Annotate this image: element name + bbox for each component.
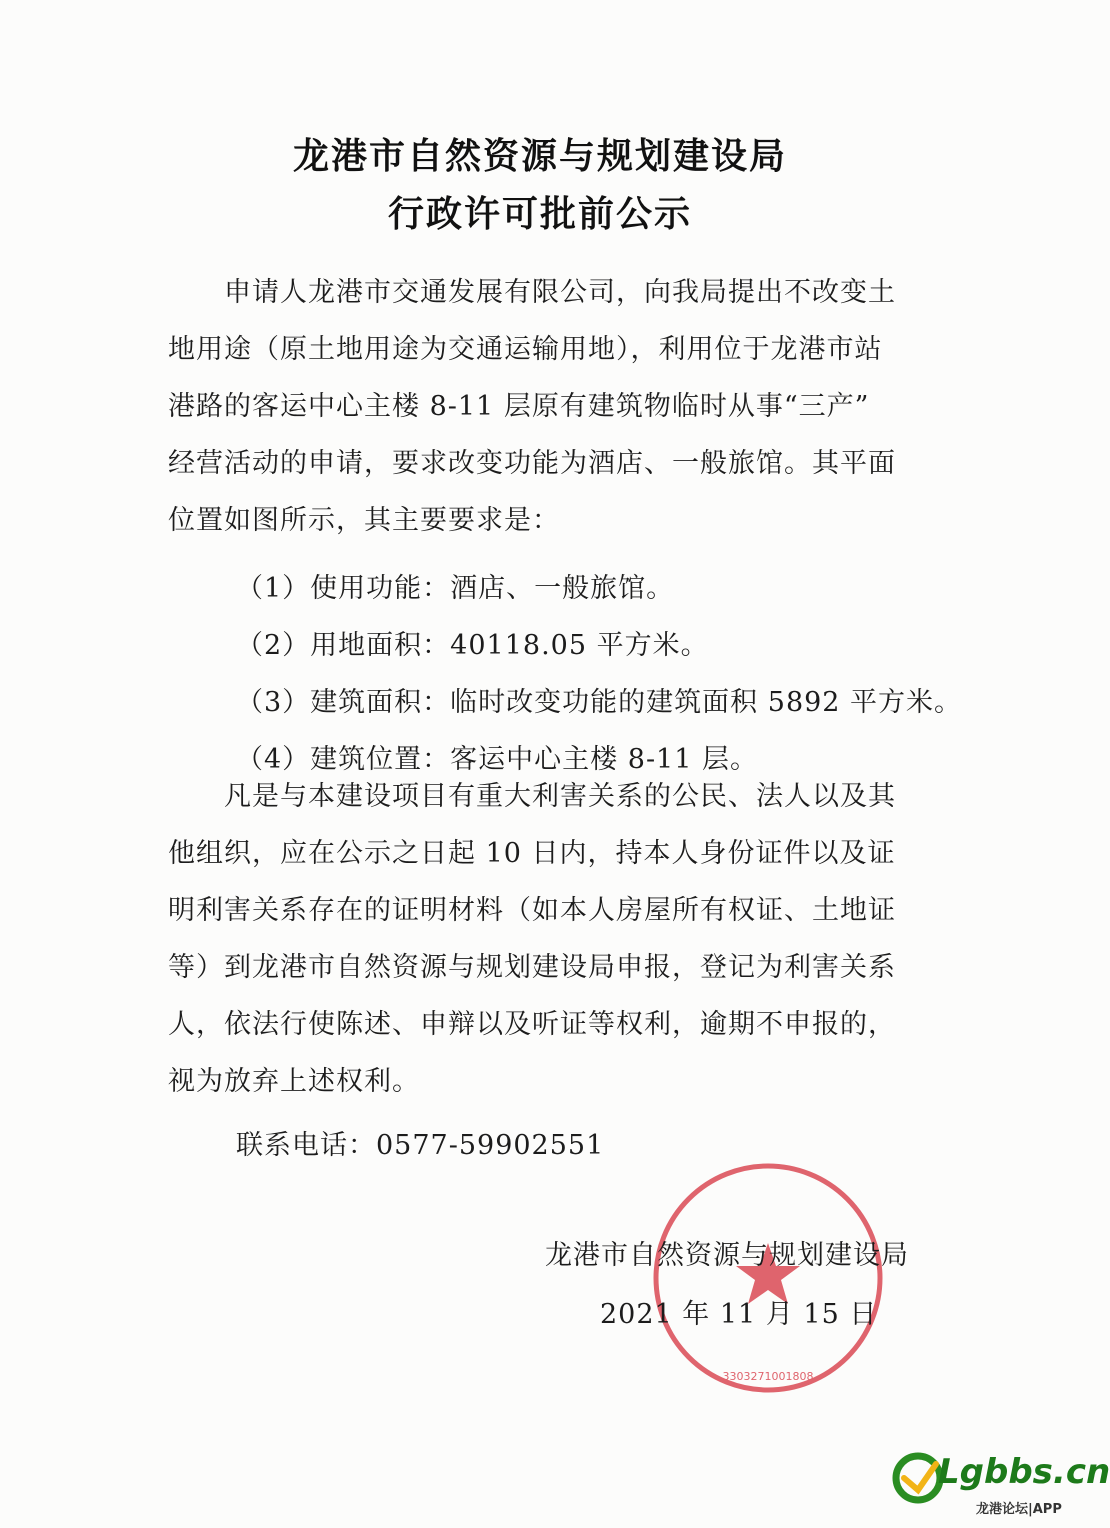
signature-organization: 龙港市自然资源与规划建设局 (545, 1240, 909, 1271)
forum-watermark (890, 1440, 1110, 1520)
requirement-item-land-area: （2）用地面积：40118.05 平方米。 (236, 630, 709, 661)
requirement-item-building-area: （3）建筑面积：临时改变功能的建筑面积 5892 平方米。 (236, 687, 963, 718)
paragraph-line: 地用途（原土地用途为交通运输用地），利用位于龙港市站 (168, 334, 883, 365)
paragraph-line: 等）到龙港市自然资源与规划建设局申报，登记为利害关系 (168, 952, 896, 983)
watermark-subtitle: 龙港论坛|APP (976, 1502, 1062, 1517)
official-seal-icon (648, 1158, 888, 1398)
paragraph-line: 他组织，应在公示之日起 10 日内，持本人身份证件以及证 (168, 838, 896, 869)
requirement-item-use: （1）使用功能：酒店、一般旅馆。 (236, 573, 675, 604)
paragraph-line: 位置如图所示，其主要要求是： (168, 505, 560, 536)
signature-date: 2021 年 11 月 15 日 (600, 1299, 878, 1330)
svg-text:3303271001808: 3303271001808 (722, 1370, 814, 1383)
document-title-line1: 龙港市自然资源与规划建设局 (292, 136, 787, 177)
document-title-line2: 行政许可批前公示 (387, 194, 692, 235)
application-paragraph (168, 264, 918, 549)
contact-phone: 联系电话：0577-59902551 (236, 1130, 605, 1161)
notice-paragraph (168, 768, 918, 1110)
watermark-site-name: Lgbbs.cn (938, 1452, 1110, 1492)
paragraph-line: 经营活动的申请，要求改变功能为酒店、一般旅馆。其平面 (168, 448, 896, 479)
requirement-item-location: （4）建筑位置：客运中心主楼 8-11 层。 (236, 744, 759, 775)
paragraph-line: 人，依法行使陈述、申辩以及听证等权利，逾期不申报的， (168, 1009, 896, 1040)
paragraph-line: 申请人龙港市交通发展有限公司，向我局提出不改变土 (168, 277, 896, 308)
paragraph-line: 凡是与本建设项目有重大利害关系的公民、法人以及其 (168, 781, 896, 812)
paragraph-line: 港路的客运中心主楼 8-11 层原有建筑物临时从事“三产” (168, 391, 870, 422)
paragraph-line: 视为放弃上述权利。 (168, 1066, 420, 1097)
paragraph-line: 明利害关系存在的证明材料（如本人房屋所有权证、土地证 (168, 895, 896, 926)
